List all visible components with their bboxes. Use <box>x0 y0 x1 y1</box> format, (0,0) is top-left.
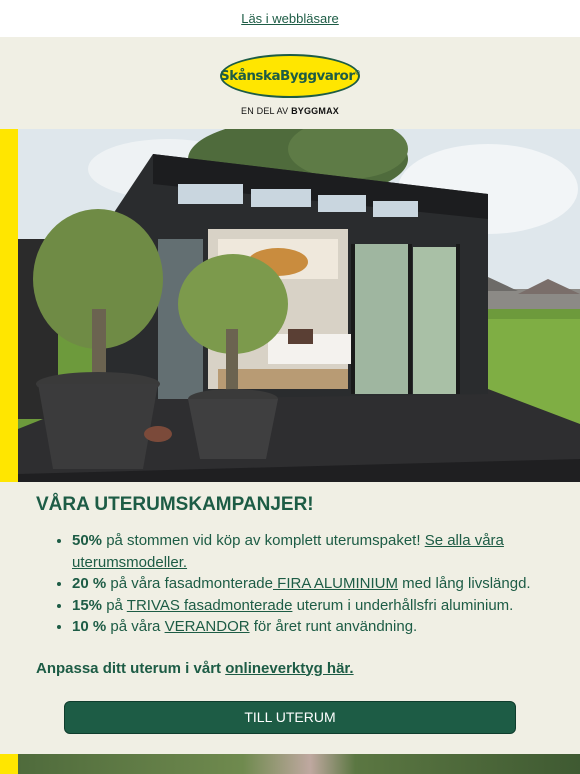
item-text-after: för året runt användning. <box>249 618 418 635</box>
item-text: på våra fasadmonterade <box>106 575 273 592</box>
discount-value: 15% <box>72 596 103 614</box>
campaign-section <box>0 482 580 754</box>
list-item <box>72 573 544 595</box>
discount-value: 50% <box>72 532 103 549</box>
brand-header <box>0 37 580 129</box>
list-item <box>72 530 544 573</box>
online-tool-link[interactable]: onlineverktyg här. <box>225 659 354 677</box>
list-item <box>72 616 544 638</box>
next-image[interactable] <box>18 754 580 774</box>
brand-logo[interactable] <box>220 54 360 98</box>
campaign-list <box>36 530 544 638</box>
top-bar <box>0 0 580 37</box>
logo-text: SkånskaByggvaror® <box>220 68 360 84</box>
subbrand-prefix: EN DEL AV <box>241 106 292 116</box>
sunroom-photo[interactable] <box>18 129 580 482</box>
subbrand-text <box>241 106 339 116</box>
online-tool-text <box>36 660 544 677</box>
yellow-accent-stripe <box>0 754 18 774</box>
item-text: på <box>102 596 127 614</box>
online-tool-prefix: Anpassa ditt uterum i vårt <box>36 659 226 677</box>
discount-value: 20 % <box>72 575 107 592</box>
item-text-after: med lång livslängd. <box>398 575 531 592</box>
trivas-link[interactable]: TRIVAS fasadmonterade <box>126 596 293 614</box>
discount-value: 10 % <box>72 618 107 635</box>
hero-section <box>0 129 580 482</box>
item-text-after: uterum i underhållsfri aluminium. <box>292 596 514 614</box>
yellow-accent-stripe <box>0 129 18 482</box>
item-text: på stommen vid köp av komplett uterumspaket! <box>102 532 425 549</box>
view-in-browser-link[interactable]: Läs i webbläsare <box>241 11 339 26</box>
next-section-preview <box>0 754 580 774</box>
fira-aluminium-link[interactable]: FIRA ALUMINIUM <box>272 575 399 592</box>
to-sunroom-button[interactable]: TILL UTERUM <box>64 701 516 734</box>
verandor-link[interactable]: VERANDOR <box>164 618 250 635</box>
item-text: på våra <box>106 618 165 635</box>
all-models-link[interactable]: Se alla våra uterumsmodeller. <box>72 532 504 571</box>
sunroom-photo-svg <box>18 129 580 482</box>
subbrand-name: BYGGMAX <box>291 106 339 116</box>
list-item <box>72 595 544 617</box>
campaign-heading: VÅRA UTERUMSKAMPANJER! <box>36 494 314 515</box>
